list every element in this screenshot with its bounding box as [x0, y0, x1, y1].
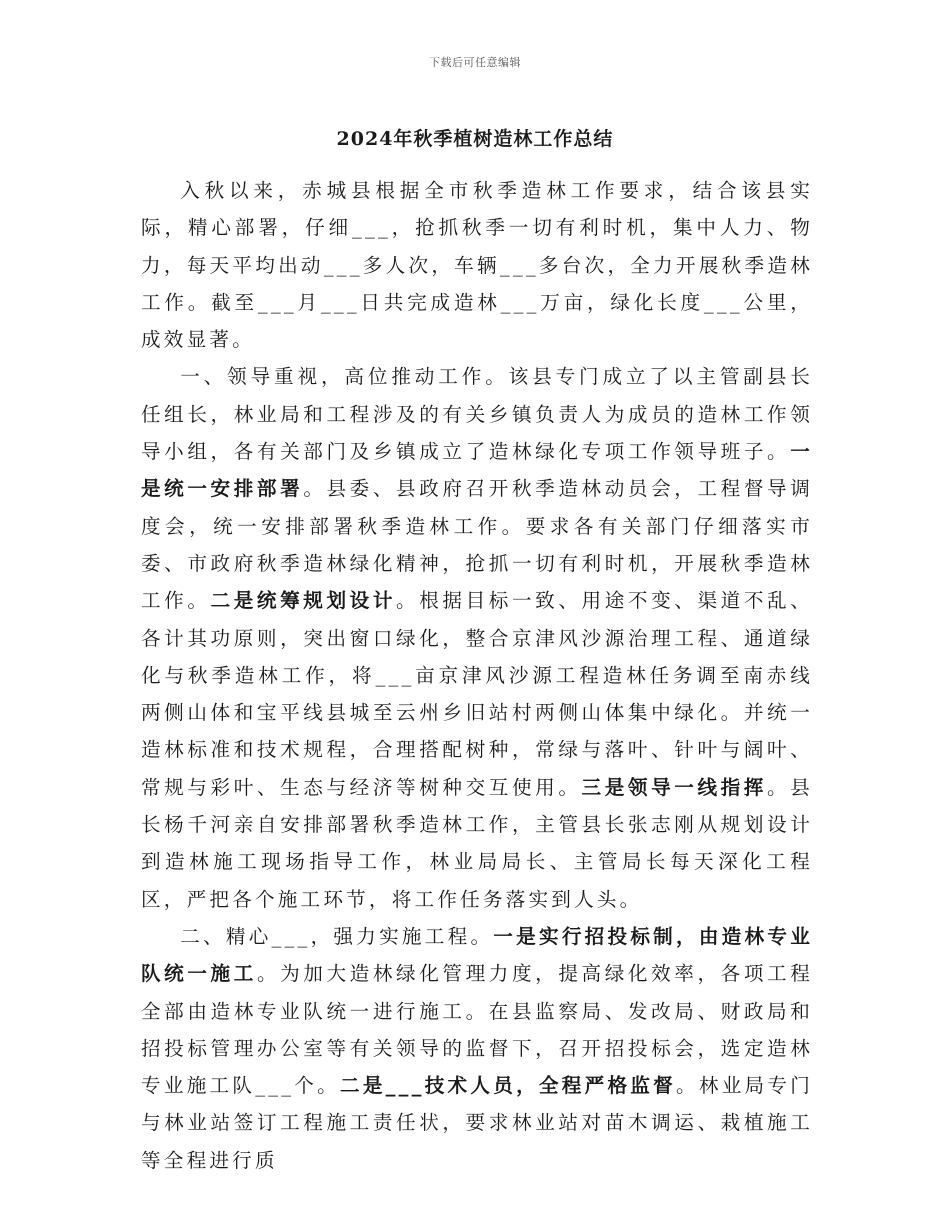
- document-body: [141, 172, 813, 1179]
- paragraph: [141, 172, 813, 358]
- bold-heading-run: 三是领导一线指挥: [581, 775, 767, 799]
- header-note: 下载后可任意编辑: [429, 56, 521, 69]
- bold-heading-run: 二是___技术人员，全程严格监督: [339, 1074, 676, 1098]
- text-run: 入秋以来，赤城县根据全市秋季造林工作要求，结合该县实际，精心部署，仔细___，抢抓秋季一切有利时机，集中人力、物力，每天平均出动___多人次，车辆___多台次，全力开展秋季造林工作。截至___月___日共完成造林___万亩，绿化长度___公里，成效显著。: [141, 179, 813, 352]
- document-title: 2024年秋季植树造林工作总结: [336, 128, 614, 150]
- text-run: 一、领导重视，高位推动工作。该县专门成立了以主管副县长任组长，林业局和工程涉及的有关乡镇负责人为成员的造林工作领导小组，各有关部门及乡镇成立了造林绿化专项工作领导班子。: [141, 365, 813, 464]
- bold-heading-run: 一是统一安排部署: [141, 440, 813, 501]
- paragraph: [141, 918, 813, 1179]
- bold-heading-run: 二是统筹规划设计: [210, 589, 397, 613]
- text-run: 。根据目标一致、用途不变、渠道不乱、各计其功原则，突出窗口绿化，整合京津风沙源治理工程、通道绿化与秋季造林工作，将___亩京津风沙源工程造林任务调至南赤线两侧山体和宝平线县城至云州乡旧站村两侧山体集中绿化。并统一造林标准和技术规程，合理搭配树种，常绿与落叶、针叶与阔叶、常规与彩叶、生态与经济等树种交互使用。: [141, 589, 813, 799]
- text-run: 。林业局专门与林业站签订工程施工责任状，要求林业站对苗木调运、栽植施工等全程进行质: [141, 1074, 814, 1172]
- text-run: 。县长杨千河亲自安排部署秋季造林工作，主管县长张志刚从规划设计到造林施工现场指导工作，林业局局长、主管局长每天深化工程区，严把各个施工环节，将工作任务落实到人头。: [141, 775, 813, 911]
- text-run: 二、精心___，强力实施工程。: [180, 924, 494, 948]
- paragraph: [141, 358, 813, 917]
- text-run: 。县委、县政府召开秋季造林动员会，工程督导调度会，统一安排部署秋季造林工作。要求各有关部门仔细落实市委、市政府秋季造林绿化精神，抢抓一切有利时机，开展秋季造林工作。: [141, 477, 814, 613]
- text-run: 。为加大造林绿化管理力度，提高绿化效率，各项工程全部由造林专业队统一进行施工。在县监察局、发改局、财政局和招投标管理办公室等有关领导的监督下，召开招投标会，选定造林专业施工队___个。: [141, 962, 813, 1098]
- bold-heading-run: 一是实行招投标制，由造林专业队统一施工: [141, 924, 813, 986]
